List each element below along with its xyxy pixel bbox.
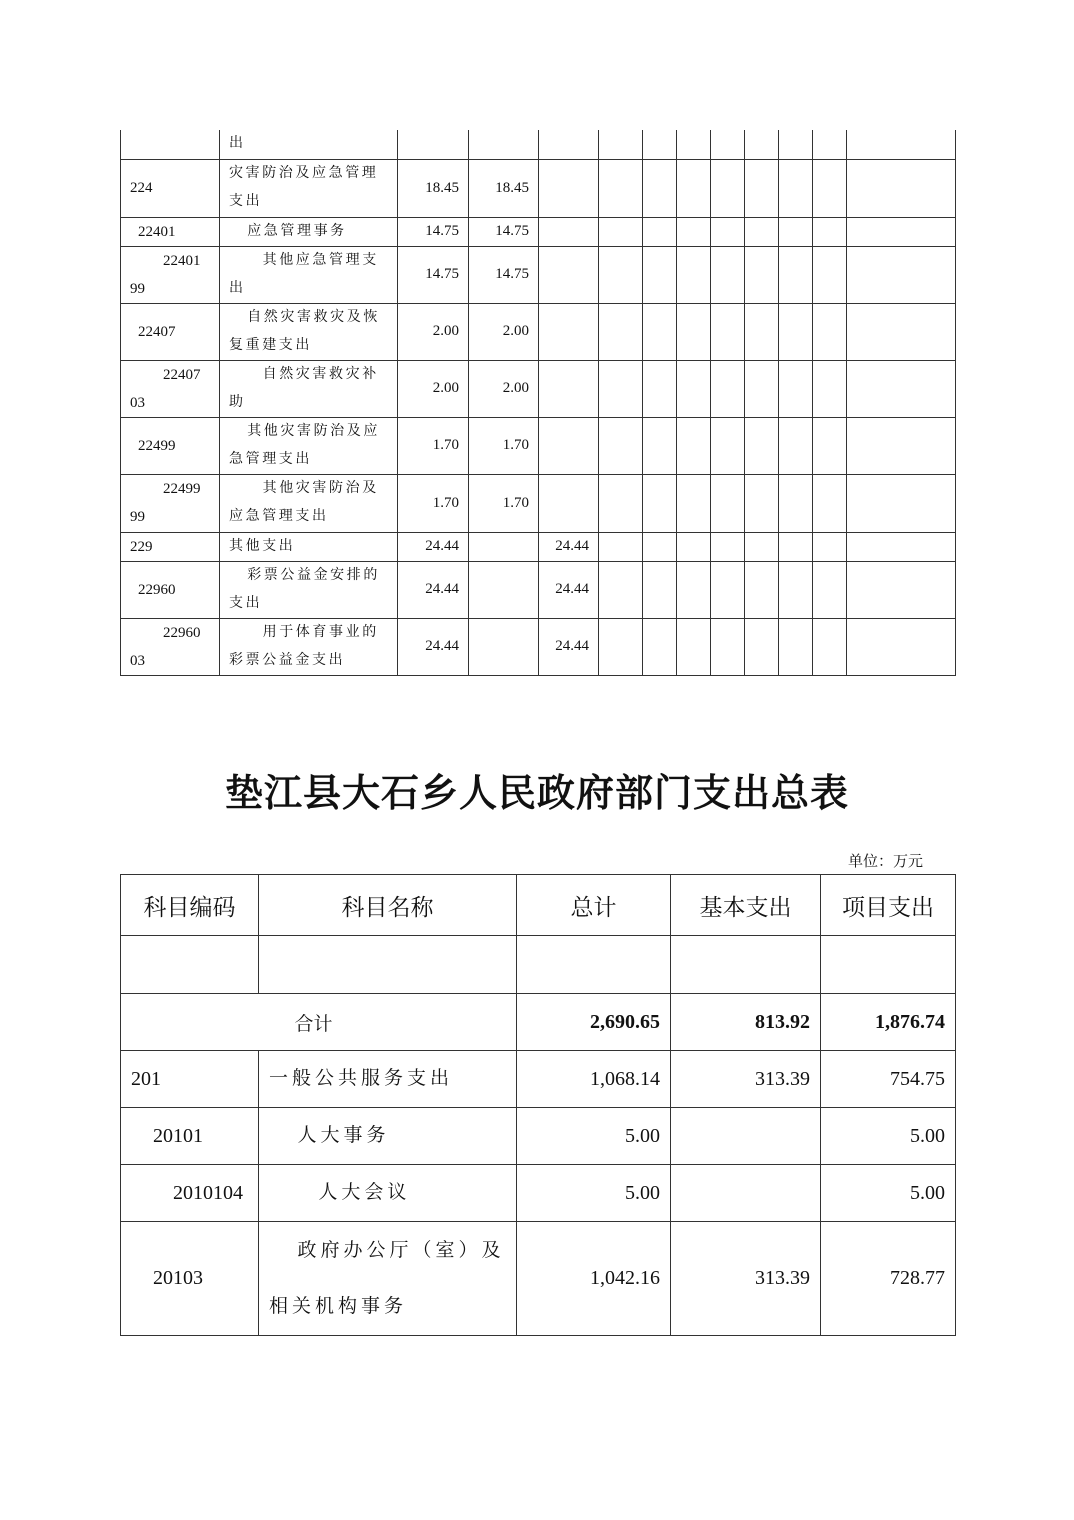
amount-cell: 24.44 (539, 561, 599, 618)
empty-cell (779, 474, 813, 532)
amount-basic (671, 1108, 821, 1165)
empty-cell (847, 360, 956, 417)
empty-cell (745, 246, 779, 303)
empty-cell (643, 417, 677, 474)
empty-cell (643, 217, 677, 246)
amount-cell: 24.44 (539, 618, 599, 675)
total-row (121, 994, 956, 1051)
subject-code: 229 (121, 532, 220, 561)
empty-cell (813, 217, 847, 246)
header-project: 项目支出 (821, 875, 956, 936)
empty-cell (745, 130, 779, 159)
empty-cell (599, 360, 643, 417)
subject-name: 其他灾害防治及应急管理支出 (220, 474, 398, 532)
table-row (121, 561, 956, 618)
empty-cell (847, 532, 956, 561)
subject-name: 应急管理事务 (220, 217, 398, 246)
amount-cell (539, 130, 599, 159)
empty-cell (677, 561, 711, 618)
empty-cell (711, 474, 745, 532)
empty-cell (779, 360, 813, 417)
empty-cell (677, 130, 711, 159)
empty-cell (599, 130, 643, 159)
amount-project: 754.75 (821, 1051, 956, 1108)
subject-name: 灾害防治及应急管理支出 (220, 159, 398, 217)
empty-cell (599, 303, 643, 360)
empty-cell (745, 561, 779, 618)
amount-cell: 14.75 (469, 217, 539, 246)
amount-cell (539, 474, 599, 532)
empty-cell (599, 532, 643, 561)
empty-cell (711, 417, 745, 474)
empty-cell (643, 532, 677, 561)
amount-cell: 1.70 (469, 417, 539, 474)
empty-cell (779, 417, 813, 474)
header-name: 科目名称 (259, 875, 517, 936)
empty-cell (779, 532, 813, 561)
empty-cell (599, 159, 643, 217)
empty-cell (677, 217, 711, 246)
subject-name: 其他灾害防治及应急管理支出 (220, 417, 398, 474)
table-row (121, 217, 956, 246)
amount-cell: 2.00 (398, 360, 469, 417)
department-expenditure-summary-table (120, 874, 956, 1336)
empty-cell (847, 159, 956, 217)
amount-cell: 1.70 (398, 474, 469, 532)
empty-cell (779, 130, 813, 159)
expenditure-detail-table-continued (120, 130, 956, 676)
table-row (121, 1051, 956, 1108)
amount-basic: 313.39 (671, 1222, 821, 1336)
empty-cell (711, 561, 745, 618)
blank-cell (121, 936, 259, 994)
amount-cell: 18.45 (398, 159, 469, 217)
empty-cell (847, 417, 956, 474)
amount-basic (671, 1165, 821, 1222)
amount-cell (469, 561, 539, 618)
subject-code: 2249999 (121, 474, 220, 532)
table-row (121, 618, 956, 675)
subject-code: 2296003 (121, 618, 220, 675)
amount-project: 5.00 (821, 1165, 956, 1222)
empty-cell (813, 561, 847, 618)
empty-cell (813, 417, 847, 474)
empty-cell (599, 246, 643, 303)
empty-cell (599, 618, 643, 675)
amount-cell: 24.44 (539, 532, 599, 561)
empty-cell (745, 417, 779, 474)
subject-name: 用于体育事业的彩票公益金支出 (220, 618, 398, 675)
empty-cell (599, 561, 643, 618)
empty-cell (677, 417, 711, 474)
amount-cell (539, 417, 599, 474)
amount-cell (398, 130, 469, 159)
empty-cell (779, 246, 813, 303)
empty-cell (711, 217, 745, 246)
amount-total: 1,068.14 (517, 1051, 671, 1108)
table-row (121, 303, 956, 360)
empty-cell (847, 217, 956, 246)
amount-cell (469, 532, 539, 561)
subject-name: 彩票公益金安排的支出 (220, 561, 398, 618)
empty-cell (677, 360, 711, 417)
empty-cell (847, 618, 956, 675)
subject-code: 20103 (121, 1222, 259, 1336)
blank-cell (259, 936, 517, 994)
subject-name: 人大事务 (259, 1108, 517, 1165)
amount-project: 728.77 (821, 1222, 956, 1336)
amount-cell: 24.44 (398, 618, 469, 675)
empty-cell (847, 130, 956, 159)
amount-total: 5.00 (517, 1108, 671, 1165)
empty-cell (643, 474, 677, 532)
subject-code (121, 130, 220, 159)
amount-cell (539, 217, 599, 246)
subject-code: 224 (121, 159, 220, 217)
empty-cell (745, 618, 779, 675)
blank-cell (821, 936, 956, 994)
amount-total: 1,042.16 (517, 1222, 671, 1336)
amount-cell: 18.45 (469, 159, 539, 217)
empty-cell (847, 303, 956, 360)
amount-cell: 1.70 (398, 417, 469, 474)
table-row (121, 1108, 956, 1165)
subject-name: 自然灾害救灾补助 (220, 360, 398, 417)
empty-cell (745, 303, 779, 360)
table-row (121, 417, 956, 474)
empty-cell (847, 561, 956, 618)
blank-row (121, 936, 956, 994)
table-row (121, 246, 956, 303)
table-row (121, 474, 956, 532)
total-label: 合计 (121, 994, 517, 1051)
subject-code: 22401 (121, 217, 220, 246)
empty-cell (677, 303, 711, 360)
empty-cell (745, 217, 779, 246)
empty-cell (711, 360, 745, 417)
empty-cell (745, 159, 779, 217)
subject-code: 22499 (121, 417, 220, 474)
empty-cell (847, 246, 956, 303)
amount-cell (469, 130, 539, 159)
amount-cell: 2.00 (469, 303, 539, 360)
amount-cell: 14.75 (398, 246, 469, 303)
subject-name: 政府办公厅（室）及相关机构事务 (259, 1222, 517, 1336)
empty-cell (677, 618, 711, 675)
amount-cell: 2.00 (398, 303, 469, 360)
amount-cell (539, 246, 599, 303)
empty-cell (643, 303, 677, 360)
empty-cell (711, 303, 745, 360)
amount-cell (539, 360, 599, 417)
empty-cell (813, 360, 847, 417)
empty-cell (745, 360, 779, 417)
empty-cell (813, 532, 847, 561)
empty-cell (813, 618, 847, 675)
empty-cell (599, 417, 643, 474)
header-basic: 基本支出 (671, 875, 821, 936)
amount-cell (539, 303, 599, 360)
subject-code: 2240199 (121, 246, 220, 303)
empty-cell (711, 159, 745, 217)
subject-code: 22960 (121, 561, 220, 618)
page-title: 垫江县大石乡人民政府部门支出总表 (224, 770, 849, 815)
subject-code: 20101 (121, 1108, 259, 1165)
empty-cell (643, 360, 677, 417)
unit-label: 单位：万元 (848, 854, 924, 870)
amount-cell: 24.44 (398, 561, 469, 618)
blank-cell (671, 936, 821, 994)
blank-cell (517, 936, 671, 994)
amount-cell: 2.00 (469, 360, 539, 417)
empty-cell (677, 246, 711, 303)
empty-cell (711, 130, 745, 159)
empty-cell (677, 159, 711, 217)
header-code: 科目编码 (121, 875, 259, 936)
empty-cell (813, 474, 847, 532)
amount-total: 5.00 (517, 1165, 671, 1222)
empty-cell (779, 217, 813, 246)
amount-cell: 14.75 (398, 217, 469, 246)
total-sum: 2,690.65 (517, 994, 671, 1051)
table-row (121, 1165, 956, 1222)
empty-cell (643, 130, 677, 159)
subject-name: 一般公共服务支出 (259, 1051, 517, 1108)
amount-basic: 313.39 (671, 1051, 821, 1108)
amount-cell: 24.44 (398, 532, 469, 561)
subject-name: 其他应急管理支出 (220, 246, 398, 303)
empty-cell (599, 474, 643, 532)
empty-cell (847, 474, 956, 532)
amount-cell: 14.75 (469, 246, 539, 303)
table-row (121, 532, 956, 561)
subject-code: 22407 (121, 303, 220, 360)
empty-cell (643, 561, 677, 618)
table-row (121, 130, 956, 159)
subject-code: 201 (121, 1051, 259, 1108)
amount-cell: 1.70 (469, 474, 539, 532)
empty-cell (779, 159, 813, 217)
empty-cell (643, 159, 677, 217)
empty-cell (813, 159, 847, 217)
table-row (121, 159, 956, 217)
subject-code: 2010104 (121, 1165, 259, 1222)
subject-name: 出 (220, 130, 398, 159)
subject-code: 2240703 (121, 360, 220, 417)
total-project: 1,876.74 (821, 994, 956, 1051)
empty-cell (711, 532, 745, 561)
empty-cell (779, 618, 813, 675)
empty-cell (745, 474, 779, 532)
empty-cell (711, 246, 745, 303)
empty-cell (813, 246, 847, 303)
empty-cell (813, 303, 847, 360)
empty-cell (779, 561, 813, 618)
amount-project: 5.00 (821, 1108, 956, 1165)
empty-cell (813, 130, 847, 159)
header-total: 总计 (517, 875, 671, 936)
table-row (121, 360, 956, 417)
header-row (121, 875, 956, 936)
amount-cell (469, 618, 539, 675)
empty-cell (643, 618, 677, 675)
empty-cell (677, 532, 711, 561)
empty-cell (599, 217, 643, 246)
amount-cell (539, 159, 599, 217)
subject-name: 其他支出 (220, 532, 398, 561)
subject-name: 人大会议 (259, 1165, 517, 1222)
subject-name: 自然灾害救灾及恢复重建支出 (220, 303, 398, 360)
empty-cell (677, 474, 711, 532)
empty-cell (643, 246, 677, 303)
total-basic: 813.92 (671, 994, 821, 1051)
empty-cell (711, 618, 745, 675)
table-row (121, 1222, 956, 1336)
empty-cell (779, 303, 813, 360)
empty-cell (745, 532, 779, 561)
